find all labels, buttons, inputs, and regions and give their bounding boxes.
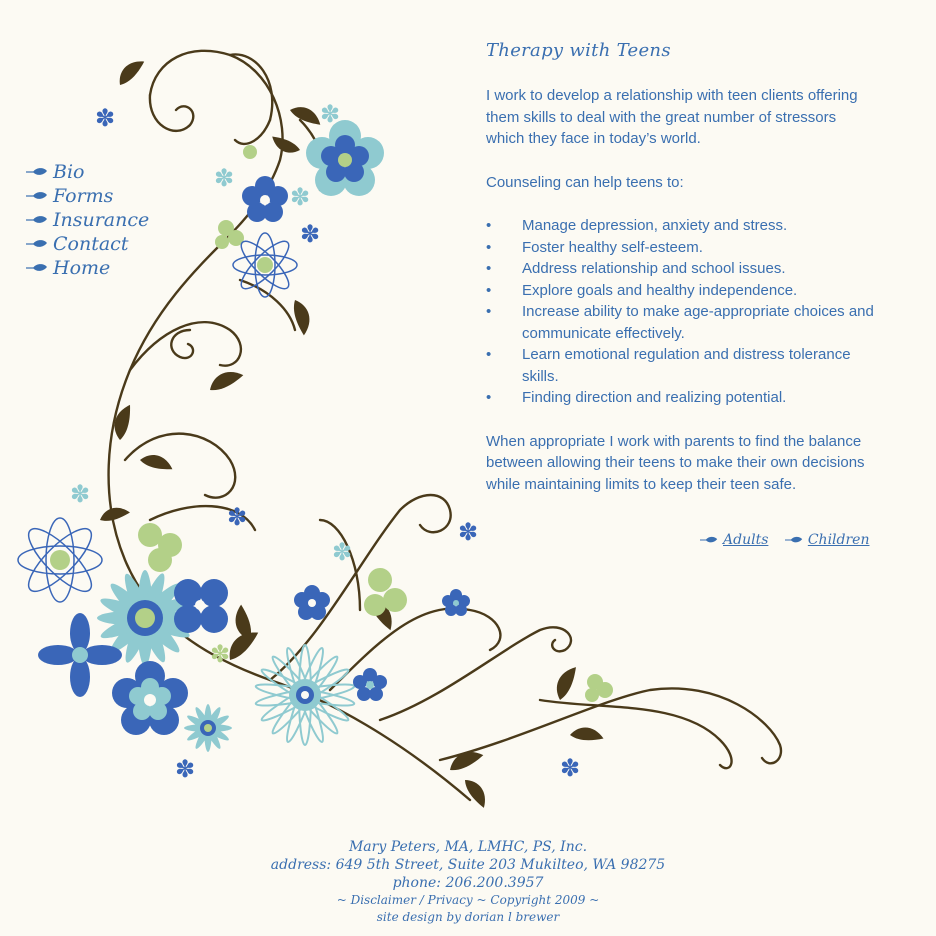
children-link[interactable]: Children xyxy=(807,532,870,548)
leaf-bullet-icon xyxy=(785,535,803,545)
main-navigation xyxy=(26,160,149,280)
bullet-dot: • xyxy=(486,217,492,234)
svg-text:✽: ✽ xyxy=(299,220,321,248)
bullet-dot: • xyxy=(486,281,492,299)
nav-link-bio[interactable] xyxy=(26,160,84,184)
main-content xyxy=(486,40,878,517)
list-item xyxy=(486,215,878,237)
nav-link-forms[interactable] xyxy=(26,184,113,208)
bullet-dot: • xyxy=(486,260,492,277)
list-item-text: Increase ability to make age-appropriate choices and communicate effectively. xyxy=(522,303,874,342)
bullet-dot: • xyxy=(486,389,492,406)
list-item-text: Manage depression, anxiety and stress. xyxy=(522,217,788,234)
footer-name: Mary Peters, MA, LMHC, PS, Inc. xyxy=(348,839,588,855)
svg-text:✽: ✽ xyxy=(213,164,235,192)
nav-label: Bio xyxy=(53,161,85,183)
nav-item-forms xyxy=(26,184,149,208)
page-title: Therapy with Teens xyxy=(486,40,671,61)
list-item xyxy=(486,280,878,302)
nav-item-home xyxy=(26,256,149,280)
list-item-text: Address relationship and school issues. xyxy=(522,260,786,277)
list-item xyxy=(486,344,878,387)
leaf-bullet-icon xyxy=(26,239,48,249)
leaf-bullet-icon xyxy=(26,191,48,201)
svg-text:✽: ✽ xyxy=(69,480,91,508)
related-links xyxy=(700,532,881,548)
nav-label: Insurance xyxy=(53,209,150,231)
list-item xyxy=(486,301,878,344)
list-item-text: Finding direction and realizing potential. xyxy=(522,389,787,406)
nav-item-insurance xyxy=(26,208,149,232)
footer-credit: site design by dorian l brewer xyxy=(376,910,560,924)
nav-item-contact xyxy=(26,232,149,256)
nav-label: Forms xyxy=(53,185,114,207)
list-item-text: Foster healthy self-esteem. xyxy=(522,238,703,256)
nav-link-home[interactable] xyxy=(26,256,110,280)
svg-text:✽: ✽ xyxy=(319,100,341,128)
nav-label: Home xyxy=(53,257,111,279)
adults-link[interactable]: Adults xyxy=(723,532,769,548)
list-item xyxy=(486,237,878,259)
svg-text:✽: ✽ xyxy=(226,503,248,531)
svg-text:✽: ✽ xyxy=(457,518,479,546)
benefits-list xyxy=(486,215,878,409)
nav-item-bio xyxy=(26,160,149,184)
svg-text:✽: ✽ xyxy=(331,538,353,566)
svg-text:✽: ✽ xyxy=(289,183,311,211)
svg-text:✽: ✽ xyxy=(94,104,116,132)
svg-text:✽: ✽ xyxy=(209,640,231,668)
nav-label: Contact xyxy=(53,233,129,255)
closing-paragraph: When appropriate I work with parents to find the balance between allowing their teens to make their own decisions while maintaining limits to keep their teen safe. xyxy=(486,432,865,493)
bullet-dot: • xyxy=(486,346,492,363)
leaf-bullet-icon xyxy=(700,535,718,545)
list-item xyxy=(486,387,878,409)
nav-link-contact[interactable] xyxy=(26,232,128,256)
footer-legal-links[interactable]: ~ Disclaimer / Privacy ~ Copyright 2009 ~ xyxy=(336,893,600,907)
svg-text:✽: ✽ xyxy=(174,755,196,783)
leaf-bullet-icon xyxy=(26,263,48,273)
list-item xyxy=(486,258,878,280)
lead-paragraph: Counseling can help teens to: xyxy=(486,173,684,191)
svg-text:✽: ✽ xyxy=(559,754,581,782)
footer-address: address: 649 5th Street, Suite 203 Mukilteo, WA 98275 xyxy=(270,857,666,873)
list-item-text: Explore goals and healthy independence. xyxy=(522,281,798,299)
bullet-dot: • xyxy=(486,303,492,320)
leaf-bullet-icon xyxy=(26,215,48,225)
nav-link-insurance[interactable] xyxy=(26,208,149,232)
site-footer xyxy=(0,838,936,926)
leaf-bullet-icon xyxy=(26,167,48,177)
footer-phone: phone: 206.200.3957 xyxy=(392,875,544,891)
bullet-dot: • xyxy=(486,238,492,256)
list-item-text: Learn emotional regulation and distress tolerance skills. xyxy=(522,346,851,385)
intro-paragraph: I work to develop a relationship with teen clients offering them skills to deal with the great number of stressors which they face in today’s world. xyxy=(486,87,858,147)
